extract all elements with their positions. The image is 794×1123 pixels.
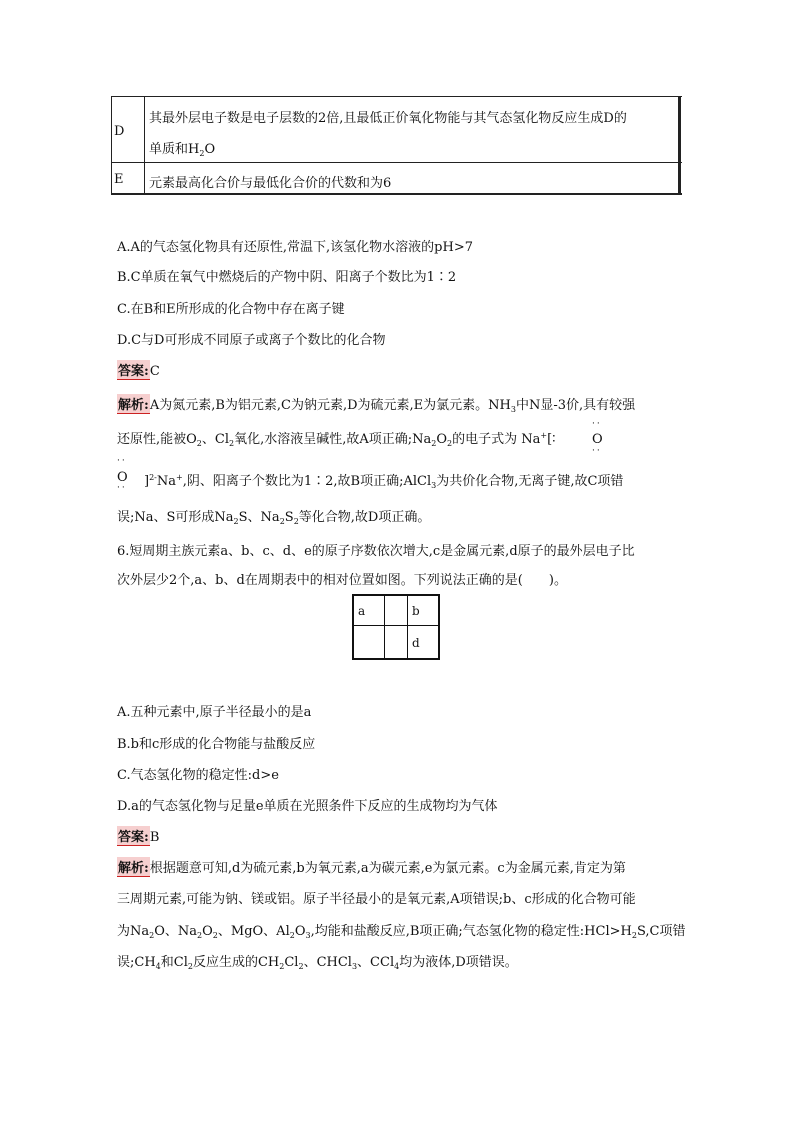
grid-cell-b: b	[412, 604, 420, 618]
answer-tag: 答案:	[117, 826, 150, 846]
electron-dots-left-bottom: ··	[117, 483, 127, 493]
q5-analysis-line4: 误;Na、S可形成$Na_2S$、$Na_2S_2$等化合物,故D项正确。	[117, 510, 431, 526]
q6-analysis-line1: 解析:根据题意可知,d为硫元素,b为氧元素,a为碳元素,e为氯元素。c为金属元素,肯定为第	[117, 857, 626, 877]
table-row-e-text: 元素最高化合价与最低化合价的代数和为6	[149, 176, 392, 191]
grid-cell-a: a	[358, 604, 366, 618]
q5-option-b: B.C单质在氧气中燃烧后的产物中阴、阳离子个数比为1∶2	[117, 270, 457, 285]
grid-cell-d: d	[412, 636, 420, 650]
electron-dots-bottom: ··	[592, 446, 602, 456]
analysis-tag: 解析:	[117, 394, 150, 414]
q6-option-d: D.a的气态氢化物与足量e单质在光照条件下反应的生成物均为气体	[117, 799, 498, 814]
q5-analysis-line2: 还原性,能被$O_2$、$Cl_2$氧化,水溶液呈碱性,故A项正确$;Na_2O_2$的电子式为 Na+[∶	[117, 431, 556, 448]
q6-analysis-line2: 三周期元素,可能为钠、镁或铝。原子半径最小的是氧元素,A项错误;b、c形成的化合物可能	[117, 892, 636, 907]
q5-analysis-line3: ]$^{2-}$Na+,阴、阳离子个数比为1∶2,故B项正确;AlCl$_3$为共价化合物,无离子键,故C项错	[144, 473, 624, 490]
q6-analysis-line3: 为$Na_2O$、$Na_2O_2$、MgO、$Al_2O_3$,均能和盐酸反应,B项正确;气态氢化物的稳定性$:HCl>H_2S,C$项错	[117, 924, 686, 940]
periodic-position-grid	[352, 594, 440, 660]
q5-option-d: D.C与D可形成不同原子或离子个数比的化合物	[117, 333, 386, 348]
electron-dots-top: ··	[592, 419, 602, 429]
q6-option-c: C.气态氢化物的稳定性:d>e	[117, 768, 279, 783]
q6-answer: 答案:B	[117, 826, 159, 846]
q6-option-a: A.五种元素中,原子半径最小的是a	[117, 705, 312, 720]
electron-dot-o-upper: O	[592, 432, 603, 447]
q5-answer: 答案:C	[117, 360, 160, 380]
q5-option-a: A.A的气态氢化物具有还原性,常温下,该氢化物水溶液的pH>7	[117, 240, 473, 255]
q6-stem-line2: 次外层少2个,a、b、d在周期表中的相对位置如图。下列说法正确的是( )。	[117, 573, 567, 588]
q5-option-c: C.在B和E所形成的化合物中存在离子键	[117, 302, 345, 317]
q6-stem-line1: 6.短周期主族元素a、b、c、d、e的原子序数依次增大,c是金属元素,d原子的最外层电子比	[117, 544, 635, 559]
q6-option-b: B.b和c形成的化合物能与盐酸反应	[117, 737, 316, 752]
table-row-e-label: E	[114, 172, 124, 187]
table-row-d-text: 其最外层电子数是电子层数的2倍,且最低正价氧化物能与其气态氢化物反应生成D的	[149, 111, 627, 126]
electron-dots-left-top: ··	[117, 456, 127, 466]
electron-dot-o-lower: O	[117, 470, 128, 485]
analysis-tag: 解析:	[117, 857, 150, 877]
answer-tag: 答案:	[117, 360, 150, 380]
table-row-d-text-cont: 单质和$H_2O$	[149, 142, 216, 158]
q6-analysis-line4: 误$;CH_4$和$Cl_2$反应生成的$CH_2Cl_2$、CHCl$_3$、CCl$_4$均为液体,D项错误。	[117, 955, 518, 971]
table-row-d-label: D	[114, 124, 125, 139]
q5-analysis-line1: 解析:A为氮元素,B为铝元素,C为钠元素,D为硫元素,E为氯元素。$NH_3$中N显-3价,具有较强	[117, 394, 635, 414]
